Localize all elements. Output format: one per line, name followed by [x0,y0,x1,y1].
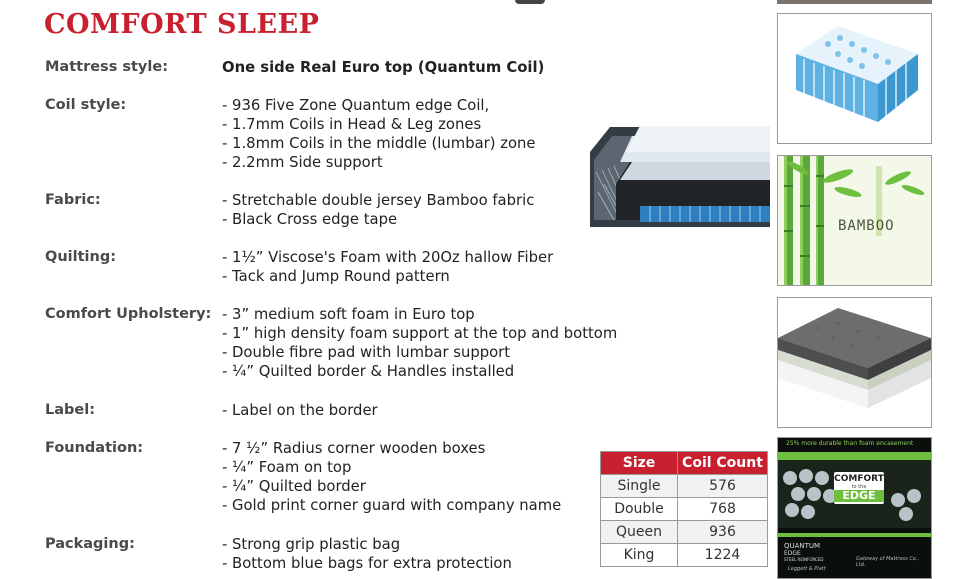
decorative-sliver [515,0,545,4]
edge-edge-text: EDGE [834,490,884,502]
spec-value-label [222,401,378,420]
edge-top-banner: 25% more durable than foam encasement [786,440,914,447]
spec-line: - 1.7mm Coils in Head & Leg zones [222,116,482,133]
comfort-edge-badge [834,472,884,504]
edge-comfort-text: COMFORT [834,474,884,484]
foam-layers-thumbnail [777,297,932,428]
edge-to-the-text: to the [851,484,867,490]
spec-line: - Double fibre pad with lumbar support [222,344,511,361]
spec-value-mattress-style [222,58,544,77]
coil-count-cell: 576 [678,475,768,498]
spec-value-quilting [222,248,553,286]
spec-value-packaging [222,535,512,573]
size-cell: Double [601,498,678,521]
spec-line: - ¼” Quilted border [222,478,366,495]
spec-line: - ¼” Quilted border & Handles installed [222,363,515,380]
spec-value-fabric [222,191,534,229]
table-header-row [601,452,768,475]
bamboo-thumbnail [777,155,932,286]
spec-label-packaging: Packaging: [45,536,135,552]
spec-line: - 7 ½” Radius corner wooden boxes [222,440,486,457]
gateway-signature: Gateway of Mattress Co., Ltd. [856,556,920,568]
spec-label-label: Label: [45,402,96,418]
spec-line: - Tack and Jump Round pattern [222,268,450,285]
spec-line: - 1½” Viscose's Foam with 20Oz hallow Fiber [222,249,554,266]
spec-line: - Gold print corner guard with company name [222,497,562,514]
spec-line: - Bottom blue bags for extra protection [222,555,512,572]
coil-mattress-thumbnail [777,13,932,144]
quantum-brand-sub: EDGE [784,550,801,557]
bamboo-text: BAMBOO [838,218,895,234]
spec-label-comfort-upholstery: Comfort Upholstery: [45,306,212,322]
quantum-edge-logo [784,542,823,562]
mattress-layers-image [580,122,770,232]
quantum-brand-text: QUANTUM [784,542,821,550]
spec-label-foundation: Foundation: [45,440,144,456]
spec-line: - ¼” Foam on top [222,459,352,476]
spec-line: - Label on the border [222,402,378,419]
header-size: Size [601,452,678,475]
header-coil-count: Coil Count [678,452,768,475]
cropped-image-top [777,0,932,4]
spec-label-mattress-style: Mattress style: [45,59,168,75]
comfort-edge-thumbnail [777,437,932,579]
quantum-brand-tag: STEEL REINFORCED [784,557,824,562]
spec-value-foundation [222,439,561,515]
spec-line: - Black Cross edge tape [222,211,398,228]
table-row [601,521,768,544]
coil-count-cell: 1224 [678,544,768,567]
spec-value-comfort-upholstery [222,305,617,381]
coil-count-cell: 936 [678,521,768,544]
size-cell: Queen [601,521,678,544]
table-row [601,498,768,521]
spec-line: - 1.8mm Coils in the middle (lumbar) zone [222,135,536,152]
spec-line: - 3” medium soft foam in Euro top [222,306,475,323]
spec-line: - Strong grip plastic bag [222,536,401,553]
size-cell: King [601,544,678,567]
size-cell: Single [601,475,678,498]
coil-count-cell: 768 [678,498,768,521]
page-title: COMFORT SLEEP [44,9,320,40]
spec-label-fabric: Fabric: [45,192,101,208]
spec-line: One side Real Euro top (Quantum Coil) [222,59,545,76]
spec-label-coil-style: Coil style: [45,97,127,113]
spec-line: - 936 Five Zone Quantum edge Coil, [222,97,490,114]
spec-line: - 2.2mm Side support [222,154,383,171]
spec-label-quilting: Quilting: [45,249,116,265]
spec-value-coil-style [222,96,536,172]
spec-line: - Stretchable double jersey Bamboo fabric [222,192,535,209]
leggett-signature: Leggett & Platt [788,566,826,572]
size-coil-table [600,451,768,567]
spec-line: - 1” high density foam support at the top and bottom [222,325,618,342]
table-row [601,544,768,567]
table-row [601,475,768,498]
